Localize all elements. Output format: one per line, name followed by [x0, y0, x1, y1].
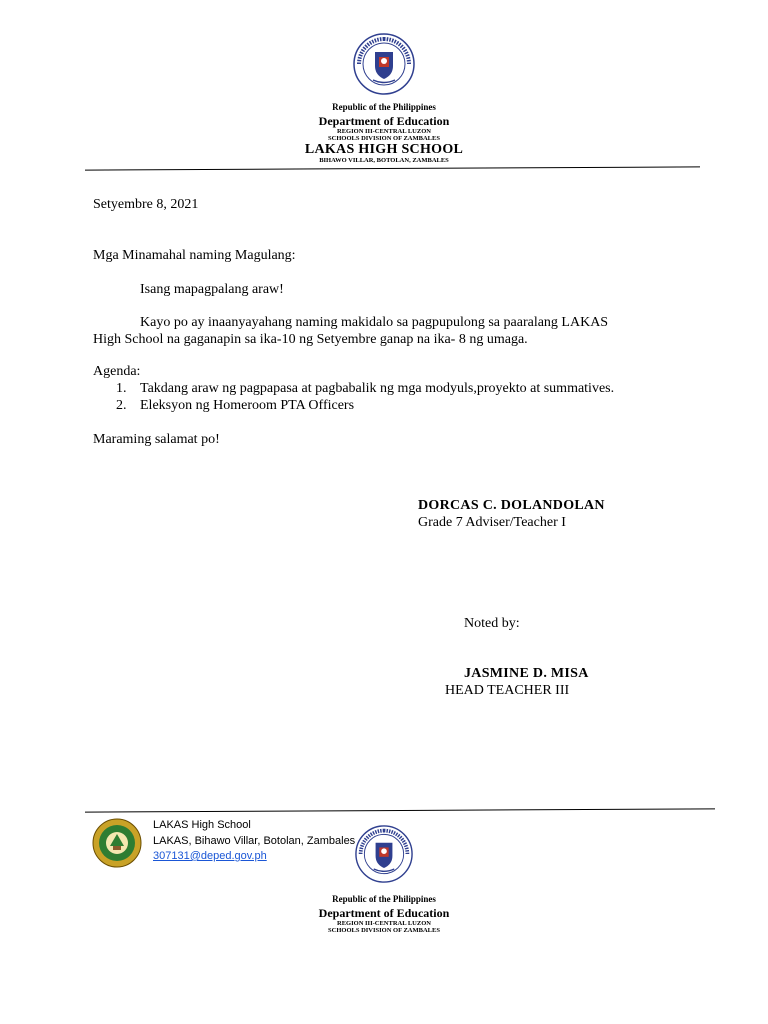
body-line-1: Kayo po ay inaanyayahang naming makidalo sa pagpupulong sa paaralang LAKAS — [140, 315, 609, 330]
region-text: REGION III-CENTRAL LUZON — [337, 128, 431, 135]
noted-by-name: JASMINE D. MISA — [464, 666, 589, 681]
greeting: Isang mapagpalang araw! — [140, 282, 284, 297]
school-name: LAKAS HIGH SCHOOL — [304, 142, 464, 157]
agenda-item-text: Eleksyon ng Homeroom PTA Officers — [140, 398, 355, 413]
deped-seal-bottom — [355, 825, 413, 883]
letter-date: Setyembre 8, 2021 — [93, 197, 199, 212]
signatory-title: Grade 7 Adviser/Teacher I — [418, 515, 566, 530]
footer-department-text: Department of Education — [318, 906, 450, 920]
school-logo — [92, 818, 142, 868]
footer-region-text: REGION III-CENTRAL LUZON — [337, 920, 431, 927]
department-text: Department of Education — [318, 114, 450, 128]
footer-email-link[interactable]: 307131@deped.gov.ph — [153, 850, 267, 862]
agenda-item — [116, 380, 614, 397]
school-address: BIHAWO VILLAR, BOTOLAN, ZAMBALES — [319, 157, 449, 164]
signatory-name: DORCAS C. DOLANDOLAN — [418, 498, 605, 513]
agenda-item — [116, 397, 354, 414]
header-divider — [85, 166, 700, 170]
division-text: SCHOOLS DIVISION OF ZAMBALES — [328, 135, 440, 142]
closing: Maraming salamat po! — [93, 432, 220, 447]
footer-division-text: SCHOOLS DIVISION OF ZAMBALES — [328, 927, 440, 934]
agenda-item-text: Takdang araw ng pagpapasa at pagbabalik ng mga modyuls,proyekto at summatives. — [140, 381, 615, 396]
agenda-label: Agenda: — [93, 364, 141, 379]
salutation: Mga Minamahal naming Magulang: — [93, 248, 296, 263]
agenda-item-number: 2. — [116, 398, 127, 413]
footer-republic-text: Republic of the Philippines — [332, 894, 436, 904]
footer-school-name: LAKAS High School — [153, 819, 251, 831]
noted-by-label: Noted by: — [464, 616, 520, 631]
deped-seal-top — [353, 33, 415, 95]
agenda-item-number: 1. — [116, 381, 127, 396]
republic-text: Republic of the Philippines — [332, 102, 436, 112]
noted-by-title: HEAD TEACHER III — [445, 683, 570, 698]
body-line-2: High School na gaganapin sa ika-10 ng Setyembre ganap na ika- 8 ng umaga. — [93, 332, 528, 347]
footer-address: LAKAS, Bihawo Villar, Botolan, Zambales — [153, 835, 356, 847]
footer-divider — [85, 808, 715, 812]
